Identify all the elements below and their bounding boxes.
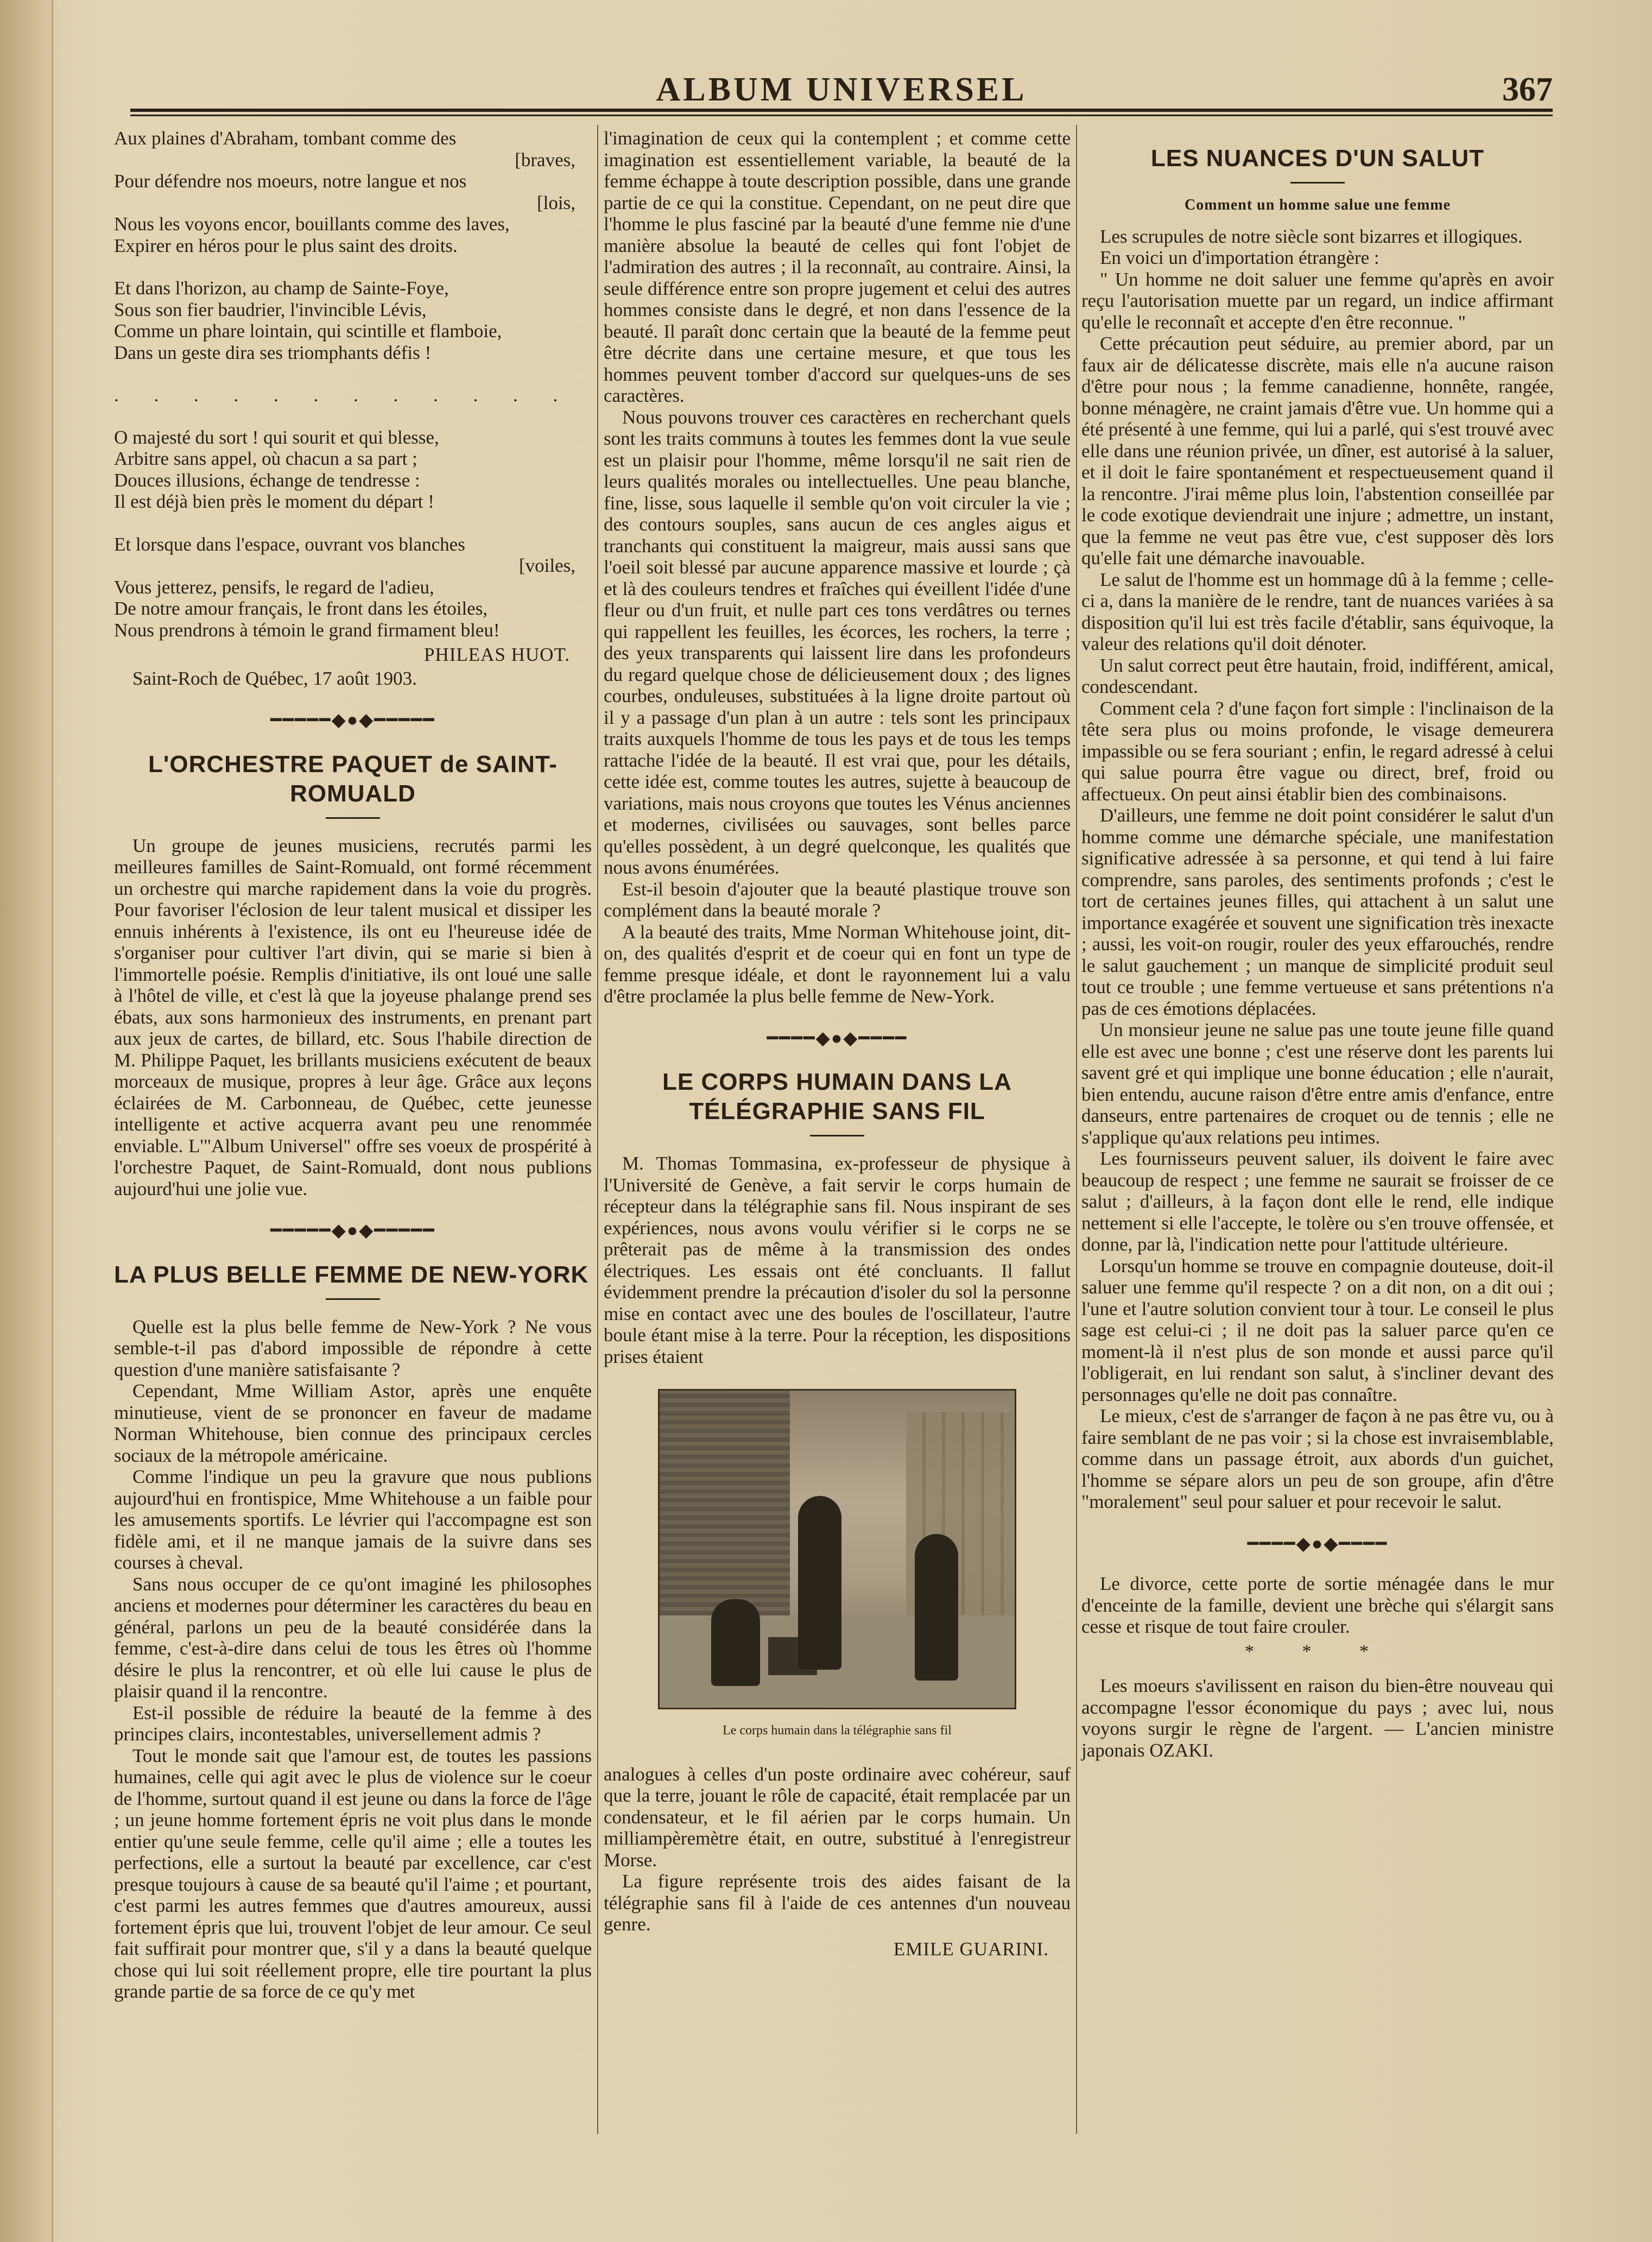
poem-ellipsis-divider: . . . . . . . . . . . . (114, 384, 573, 406)
article-subtitle: Comment un homme salue une femme (1184, 197, 1451, 213)
poem-line: De notre amour français, le front dans les étoiles, (114, 598, 488, 619)
article-paragraph: l'imagination de ceux qui la contemplent ; et comme cette imagination est essentiellement variable, la beauté de la femme échappe à toute description possible, dans une grande partie de ce qui la constitue. Cependant, on ne peut dire que l'homme le plus fasciné par la beauté d'une femme nie d'une manière absolue la beauté de celles qui font l'objet de l'admiration des autres ; il la reconnaît, au contraire. Ainsi, la seule différence entre son propre jugement et celui des autres hommes consiste dans le degré, et non dans l'essence de la beauté. Il paraît donc certain que la beauté de la femme peut être décrite dans une certaine mesure, et que tous les hommes peuvent tomber d'accord sur quelques-uns de ses caractères. (604, 128, 1071, 406)
poem-line: [braves, (515, 149, 575, 170)
poem-stanza (114, 427, 592, 513)
poem-line: Et lorsque dans l'espace, ouvrant vos blanches (114, 533, 465, 555)
section-ornament: ━━━━━◆●◆━━━━━ (270, 1221, 435, 1241)
article-paragraph: Est-il besoin d'ajouter que la beauté plastique trouve son complément dans la beauté morale ? (604, 878, 1071, 921)
poem-line: Il est déjà bien près le moment du départ ! (114, 491, 434, 512)
page-left-edge-shadow (0, 0, 60, 2242)
poem-line: Pour défendre nos moeurs, notre langue et nos (114, 170, 467, 192)
section-ornament: ━━━━━◆●◆━━━━━ (270, 710, 435, 730)
poem-line: Arbitre sans appel, où chacun a sa part ; (114, 448, 417, 469)
poem-line: Nous prendrons à témoin le grand firmament bleu! (114, 619, 500, 641)
title-rule (810, 1135, 864, 1136)
poem-line: [voiles, (518, 555, 575, 576)
section-stars: * * * (1245, 1641, 1390, 1662)
poem-line: Douces illusions, échange de tendresse : (114, 469, 420, 491)
title-rule (326, 817, 380, 819)
poem-line: Et dans l'horizon, au champ de Sainte-Foye, (114, 277, 449, 299)
article-paragraph: Un groupe de jeunes musiciens, recrutés parmi les meilleures familles de Saint-Romuald, ont formé récemment un orchestre qui marche rapidement dans la voie du progrès. Pour favoriser l'éclosion de leur talent musical et dissiper les ennuis inhérents à l'existence, ils ont eu l'heureuse idée de s'organiser pour cultiver l'art divin, qui se marie si bien à l'immortelle poésie. Remplis d'initiative, ils ont loué une salle à l'hôtel de ville, et c'est là que la joyeuse phalange prend ses ébats, aux sons harmonieux des instruments, en prenant part aux jeux de cartes, de billard, etc. Sous l'habile direction de M. Philippe Paquet, les brillants musiciens exécutent de beaux morceaux de musique, propres à leur âge. Grâce aux leçons éclairées de M. Carbonneau, de Québec, cette jeunesse intelligente et active acquerra avant peu une renommée enviable. L'"Album Universel" offre ses voeux de prospérité à l'orchestre Paquet, de Saint-Romuald, dont nous publions aujourd'hui une jolie vue. (114, 835, 592, 1199)
article-paragraph: Les scrupules de notre siècle sont bizarres et illogiques. (1100, 225, 1523, 247)
article-paragraph: " Un homme ne doit saluer une femme qu'après en avoir reçu l'autorisation muette par un regard, un indice affirmant qu'elle le reconnaît et accepte d'en être reconnue. " (1081, 268, 1554, 333)
article-paragraph: Est-il possible de réduire la beauté de la femme à des principes clairs, incontestables, universellement admis ? (114, 1702, 592, 1745)
article-paragraph: Sans nous occuper de ce qu'ont imaginé les philosophes anciens et modernes pour déterminer les caractères du beau en général, parlons un peu de la beauté considérée dans la femme, c'est-à-dire dans celui de tous les êtres où l'homme désire le plus la rencontrer, et où elle lui cause le plus de plaisir quand il la rencontre. (114, 1573, 592, 1702)
article-paragraph: Un monsieur jeune ne salue pas une toute jeune fille quand elle est avec une bonne ; c'est une réserve dont les parents lui savent gré et qui implique une bonne éducation ; elle n'aurait, bien entendu, aucune raison d'être entre amis d'enfance, entre danseurs, entre partenaires de croquet ou de tennis ; elle ne s'applique qu'aux relations peu intimes. (1081, 1019, 1554, 1148)
poem-dateline: Saint-Roch de Québec, 17 août 1903. (132, 667, 417, 689)
article-paragraph: Un salut correct peut être hautain, froid, indifférent, amical, condescendant. (1081, 654, 1554, 697)
poem-line: Dans un geste dira ses triomphants défis ! (114, 342, 432, 363)
article-photo (658, 1389, 1016, 1709)
title-rule (326, 1298, 380, 1300)
article-signature: EMILE GUARINI. (893, 1938, 1049, 1960)
column-divider (1076, 125, 1077, 2134)
section-ornament: ━━━━◆●◆━━━━ (767, 1028, 908, 1049)
filler-paragraph: Le divorce, cette porte de sortie ménagée dans le mur d'enceinte de la famille, devient une brèche qui s'élargit sans cesse et risque de tout faire crouler. (1081, 1573, 1554, 1637)
article-paragraph: Quelle est la plus belle femme de New-York ? Ne vous semble-t-il pas d'abord impossible de répondre à cette question d'une manière satisfaisante ? (114, 1316, 592, 1380)
article-paragraph: Le salut de l'homme est un hommage dû à la femme ; celle-ci a, dans la manière de le rendre, tant de nuances variées à sa disposition qu'il lui est très facile d'établir, sans équivoque, la valeur des relations qu'il doit dénoter. (1081, 569, 1554, 654)
poem-line: Expirer en héros pour le plus saint des droits. (114, 235, 458, 256)
article-title: LA PLUS BELLE FEMME DE NEW-YORK (114, 1261, 589, 1288)
article-paragraph: Comme l'indique un peu la gravure que nous publions aujourd'hui en frontispice, Mme Whitehouse a un faible pour les amusements sportifs. Le lévrier qui l'accompagne est son fidèle ami, et il ne manque jamais de la suivre dans ses courses à cheval. (114, 1466, 592, 1573)
article-paragraph: Lorsqu'un homme se trouve en compagnie douteuse, doit-il saluer une femme qu'il respecte ? on a dit non, on a dit oui ; l'une et l'autre solution convient tour à tour. Le conseil le plus sage est celui-ci ; il ne doit pas la saluer parce qu'en ce moment-là il n'est plus de son monde et aussi parce qu'il l'obligerait, en lui rendant son salut, à s'incliner devant des personnages qu'elle ne doit pas connaître. (1081, 1255, 1554, 1405)
column-3 (1081, 128, 1554, 1761)
photo-person (915, 1534, 958, 1681)
poem-line: Sous son fier baudrier, l'invincible Lévis, (114, 299, 427, 320)
photo-caption: Le corps humain dans la télégraphie sans fil (723, 1723, 952, 1738)
article-paragraph: Les fournisseurs peuvent saluer, ils doivent le faire avec beaucoup de respect ; une femme ne saurait se froisser de ce salut ; d'ailleurs, à la façon dont elle le rend, elle indique nettement si elle l'accepte, le tolère ou s'en trouve offensée, et donne, par là, l'indication nette pour l'attitude ultérieure. (1081, 1148, 1554, 1255)
publication-title: ALBUM UNIVERSEL (656, 71, 1027, 108)
poem-line: [lois, (537, 192, 575, 213)
header-rule (130, 109, 1553, 116)
title-rule (1290, 182, 1345, 184)
section-ornament: ━━━━◆●◆━━━━ (1247, 1533, 1388, 1554)
article-paragraph: Cette précaution peut séduire, au premier abord, par un faux air de délicatesse discrète, mais elle n'a aucune raison d'être pour nous ; la femme canadienne, honnête, rangée, bonne ménagère, ne craint jamais d'être vue. Un homme qui a été présenté à une femme, qui lui a parlé, qui s'est trouvé avec elle dans une réunion privée, un dîner, est autorisé à la saluer, et il doit le faire spontanément et respectueusement quand il la rencontre. J'irai même plus loin, l'abstention conseillée par le code exotique deviendrait une injure ; admettre, un instant, que la femme ne veut pas être vue, c'est supposer dès lors qu'elle fait une démarche inavouable. (1081, 333, 1554, 569)
article-paragraph: Tout le monde sait que l'amour est, de toutes les passions humaines, celle qui agit avec le plus de violence sur le coeur de l'homme, surtout quand il est jeune ou dans la force de l'âge ; un jeune homme fortement épris ne voit plus dans le monde entier qu'une seule femme, celle qu'il aime ; elle a toutes les perfections, elle a surtout la beauté par excellence, car c'est presque toujours à cause de sa beauté qu'il l'aime ; et pourtant, c'est parmi les autres femmes que d'autres amoureux, aussi fortement épris que lui, trouvent l'objet de leur amour. Ce seul fait suffirait pour montrer que, s'il y a dans la beauté quelque chose qui lui soit réellement propre, elle tire pourtant la plus grande partie de sa force de ce qu'y met (114, 1745, 592, 2002)
photo-person (711, 1599, 760, 1686)
article-paragraph: En voici un d'importation étrangère : (1100, 247, 1379, 268)
poem-stanza (114, 128, 592, 256)
article-paragraph: D'ailleurs, une femme ne doit point considérer le salut d'un homme comme une démarche spéciale, une manifestation significative adressée à sa personne, et qui tend à lui faire comprendre, sans paroles, des sentiments profonds ; c'est le tort de certaines jeunes filles, qui attachent à un salut une importance exagérée et souvent une signification très inexacte ; aussi, les voit-on rougir, rouler des yeux effarouchés, rendre le salut gauchement ; un manque de simplicité produit seul tout ce trouble ; une femme vertueuse et sans prétentions n'a pas de ces émotions déplacées. (1081, 805, 1554, 1019)
poem-line: Aux plaines d'Abraham, tombant comme des (114, 128, 457, 149)
article-paragraph: Cependant, Mme William Astor, après une enquête minutieuse, vient de se prononcer en faveur de madame Norman Whitehouse, bien connue des principaux cercles sociaux de la métropole américaine. (114, 1380, 592, 1466)
column-divider (597, 125, 598, 2134)
poem-line: O majesté du sort ! qui sourit et qui blesse, (114, 426, 439, 448)
article-title: LE CORPS HUMAIN DANS LA TÉLÉGRAPHIE SANS FIL (662, 1069, 1012, 1125)
article-paragraph: Comment cela ? d'une façon fort simple : l'inclinaison de la tête sera plus ou moins profonde, le visage demeurera impassible ou se fera souriant ; enfin, le regard adressé à celui qui salue pourra être vague ou direct, bref, froid ou affectueux. On peut ainsi établir bien des combinaisons. (1081, 697, 1554, 805)
photo-person (798, 1496, 841, 1670)
poem-stanza (114, 534, 592, 641)
column-2 (604, 128, 1071, 1960)
article-paragraph: Le mieux, c'est de s'arranger de façon à ne pas être vu, ou à faire semblant de ne pas voir ; si la chose est invraisemblable, comme dans un passage étroit, aux abords d'un guichet, l'homme se sépare alors un peu de son groupe, afin d'être "moralement" seul pour saluer et pour recevoir le salut. (1081, 1405, 1554, 1512)
column-1 (114, 128, 592, 2003)
poem-line: Nous les voyons encor, bouillants comme des laves, (114, 213, 510, 235)
article-paragraph: analogues à celles d'un poste ordinaire avec cohéreur, sauf que la terre, jouant le rôle de capacité, était remplacée par un condensateur, et le fil aérien par le corps humain. Un milliampèremètre était, en outre, substitué à l'enregistreur Morse. (604, 1763, 1071, 1871)
filler-paragraph: Les moeurs s'avilissent en raison du bien-être nouveau qui accompagne l'essor économique du pays ; avec lui, nous voyons surgir le règne de l'argent. — L'ancien ministre japonais OZAKI. (1081, 1675, 1554, 1761)
article-title: LES NUANCES D'UN SALUT (1150, 145, 1485, 172)
page-fold-line (52, 0, 53, 2242)
poem-line: Comme un phare lointain, qui scintille et flamboie, (114, 320, 502, 342)
article-paragraph: Nous pouvons trouver ces caractères en recherchant quels sont les traits communs à toutes les femmes dont la vue seule est un plaisir pour l'homme, même lorsqu'il ne sait rien de leurs qualités morales ou intellectuelles. Une peau blanche, fine, lisse, sous laquelle il semble qu'on voit circuler la vie ; des contours souples, sans aucun de ces angles aigus et tranchants qui constituent la maigreur, mais aussi sans que l'oeil soit blessé par aucune apparence massive et lourde ; çà et là des couleurs tendres et fraîches qui éveillent l'idée d'une fleur ou d'un fruit, et nulle part ces tons verdâtres ou ternes qui rappellent les feuilles, les écorces, les rochers, la terre ; des yeux transparents qui laissent lire dans les profondeurs du regard quelque chose de délicieusement doux ; des lignes courbes, onduleuses, substituées à la ligne droite partout où il y a passage d'un plan à un autre : tels sont les principaux traits auxquels l'homme de tous les pays et de tous les temps rattache l'idée de la beauté. Il est vrai que, pour les détails, cette idée est, comme toutes les autres, sujette à beaucoup de variations, mais nous croyons que toutes les Vénus anciennes et modernes, civilisées ou sauvages, sont belles parce qu'elles possèdent, à un degré quelconque, les qualités que nous avons énumérées. (604, 406, 1071, 878)
article-paragraph: La figure représente trois des aides faisant de la télégraphie sans fil à l'aide de ces antennes d'un nouveau genre. (604, 1871, 1071, 1935)
article-paragraph: A la beauté des traits, Mme Norman Whitehouse joint, dit-on, des qualités d'esprit et de coeur qui en font un type de femme presque idéale, et dont le rayonnement lui a valu d'être proclamée la plus belle femme de New-York. (604, 921, 1071, 1007)
poem-stanza (114, 277, 592, 363)
poem-line: Vous jetterez, pensifs, le regard de l'adieu, (114, 576, 434, 598)
article-title: L'ORCHESTRE PAQUET de SAINT-ROMUALD (148, 750, 558, 807)
page-number: 367 (1502, 71, 1553, 108)
poem-signature: PHILEAS HUOT. (423, 644, 570, 665)
article-paragraph: M. Thomas Tommasina, ex-professeur de physique à l'Université de Genève, a fait servir le corps humain de récepteur dans la télégraphie sans fil. Nous inspirant de ses expériences, nous avons voulu vérifier si le corps ne se prêterait pas de même à la transmission des ondes électriques. Les essais ont été concluants. Il fallut évidemment prendre la précaution d'isoler du sol la personne mise en contact avec une des boules de l'oscillateur, l'autre boule étant mise à la terre. Pour la réception, les dispositions prises étaient (604, 1153, 1071, 1367)
